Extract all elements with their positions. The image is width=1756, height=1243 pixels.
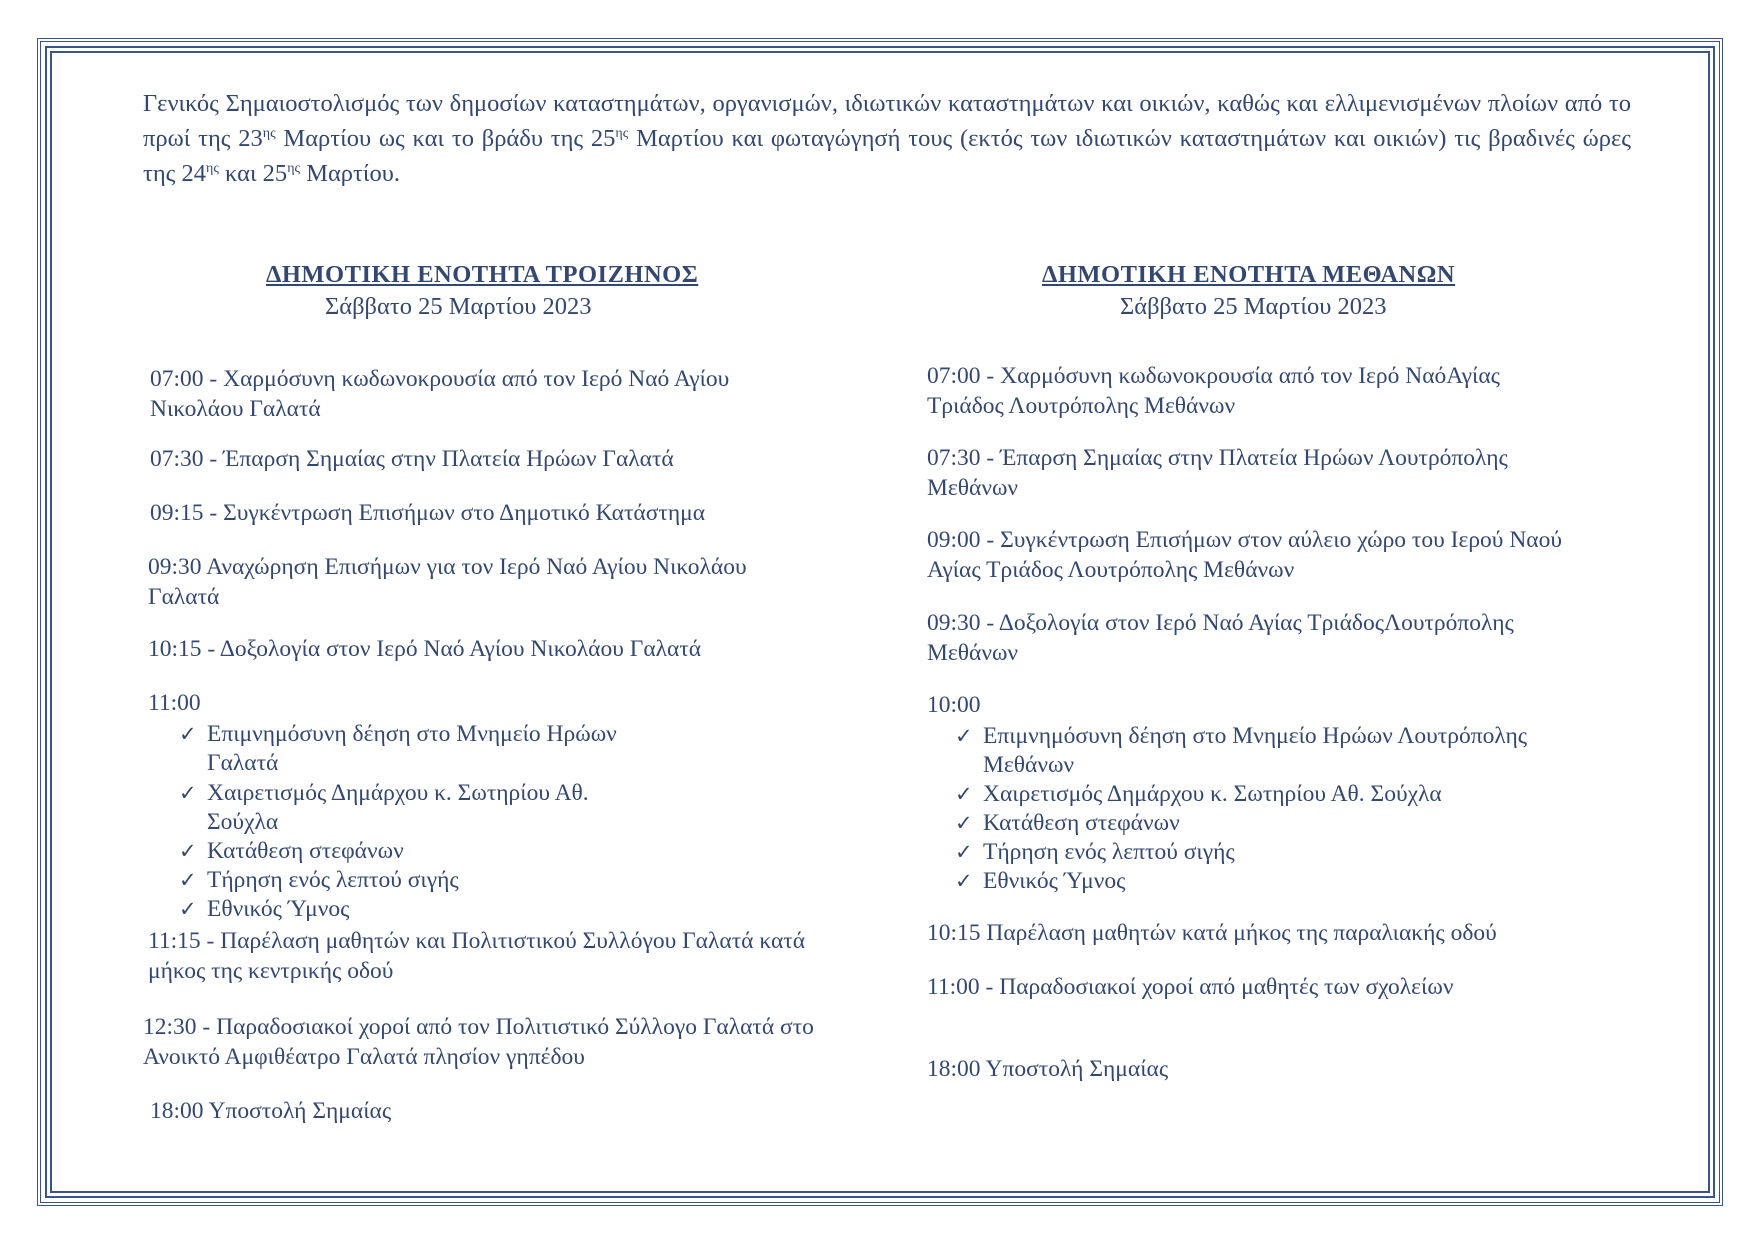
list-item: ✓ Εθνικός Ύμνος [179, 896, 350, 922]
check-icon: ✓ [179, 839, 197, 863]
check-icon: ✓ [955, 840, 973, 864]
schedule-entry: 11:00 [148, 690, 201, 716]
schedule-entry: 07:30 - Έπαρση Σημαίας στην Πλατεία Ηρώων Γαλατά [150, 446, 674, 472]
check-icon: ✓ [955, 811, 973, 835]
schedule-entry: 09:00 - Συγκέντρωση Επισήμων στον αύλειο χώρο του Ιερού Ναού Αγίας Τριάδος Λουτρόπολης Μεθάνων [927, 527, 1562, 583]
district-title-troizinos: ΔΗΜΟΤΙΚΗ ΕΝΟΤΗΤΑ ΤΡΟΙΖΗΝΟΣ [266, 261, 699, 288]
district-date-methana: Σάββατο 25 Μαρτίου 2023 [1120, 293, 1387, 320]
list-item: ✓ Κατάθεση στεφάνων [179, 838, 404, 864]
schedule-entry: 07:30 - Έπαρση Σημαίας στην Πλατεία Ηρώων Λουτρόπολης Μεθάνων [927, 445, 1508, 501]
schedule-entry: 10:15 - Δοξολογία στον Ιερό Ναό Αγίου Νικολάου Γαλατά [148, 636, 702, 662]
schedule-entry: 18:00 Υποστολή Σημαίας [150, 1098, 392, 1124]
schedule-entry: 12:30 - Παραδοσιακοί χοροί από τον Πολιτιστικό Σύλλογο Γαλατά στο Ανοικτό Αμφιθέατρο Γαλατά πλησίον γηπέδου [143, 1014, 814, 1070]
schedule-entry: 11:15 - Παρέλαση μαθητών και Πολιτιστικού Συλλόγου Γαλατά κατά μήκος της κεντρικής οδού [148, 928, 806, 984]
schedule-entry: 09:30 Αναχώρηση Επισήμων για τον Ιερό Ναό Αγίου Νικολάου Γαλατά [148, 554, 747, 610]
schedule-entry: 07:00 - Χαρμόσυνη κωδωνοκρουσία από τον Ιερό Ναό Αγίου Νικολάου Γαλατά [150, 366, 730, 422]
intro-paragraph: Γενικός Σημαιοστολισμός των δημοσίων καταστημάτων, οργανισμών, ιδιωτικών καταστημάτων και οικιών, καθώς και ελλιμενισμένων πλοίων από το πρωί της $23^{\eta\varsigma}$ Μαρτίου ως και το βράδυ της $25^{\eta\varsigma}$ Μαρτίου και φωταγώγησή τους (εκτός των ιδιωτικών καταστημάτων και οικιών) τις βραδινές ώρες της $24^{\eta\varsigma}$ και $25^{\eta\varsigma}$ Μαρτίου. [143, 90, 1631, 187]
list-item: ✓ Επιμνημόσυνη δέηση στο Μνημείο Ηρώων Λουτρόπολης Μεθάνων [955, 723, 1528, 778]
list-item: ✓ Χαιρετισμός Δημάρχου κ. Σωτηρίου Αθ. Σούχλα [955, 781, 1442, 807]
check-icon: ✓ [179, 897, 197, 921]
list-item: ✓ Εθνικός Ύμνος [955, 868, 1126, 894]
list-item: ✓ Τήρηση ενός λεπτού σιγής [955, 839, 1235, 865]
schedule-entry: 18:00 Υποστολή Σημαίας [927, 1056, 1169, 1082]
schedule-entry: 11:00 - Παραδοσιακοί χοροί από μαθητές των σχολείων [927, 974, 1454, 1000]
check-icon: ✓ [955, 869, 973, 893]
check-icon: ✓ [179, 868, 197, 892]
district-title-methana: ΔΗΜΟΤΙΚΗ ΕΝΟΤΗΤΑ ΜΕΘΑΝΩΝ [1042, 261, 1456, 288]
check-icon: ✓ [955, 782, 973, 806]
district-date-troizinos: Σάββατο 25 Μαρτίου 2023 [325, 293, 592, 320]
ceremony-checklist-troizinos [179, 720, 649, 924]
schedule-entry: 09:30 - Δοξολογία στον Ιερό Ναό Αγίας ΤριάδοςΛουτρόπολης Μεθάνων [927, 610, 1514, 666]
schedule-entry: 07:00 - Χαρμόσυνη κωδωνοκρουσία από τον Ιερό ΝαόΑγίας Τριάδος Λουτρόπολης Μεθάνων [927, 363, 1500, 419]
check-icon: ✓ [179, 781, 197, 805]
check-icon: ✓ [179, 722, 197, 746]
list-item: ✓ Κατάθεση στεφάνων [955, 810, 1180, 836]
ceremony-checklist-methana [955, 722, 1575, 896]
list-item: ✓ Χαιρετισμός Δημάρχου κ. Σωτηρίου Αθ. Σούχλα [179, 780, 589, 835]
list-item: ✓ Επιμνημόσυνη δέηση στο Μνημείο Ηρώων Γαλατά [179, 721, 617, 776]
schedule-entry: 10:00 [927, 692, 981, 718]
schedule-entry: 10:15 Παρέλαση μαθητών κατά μήκος της παραλιακής οδού [927, 920, 1497, 946]
schedule-entry: 09:15 - Συγκέντρωση Επισήμων στο Δημοτικό Κατάστημα [150, 500, 706, 526]
check-icon: ✓ [955, 724, 973, 748]
list-item: ✓ Τήρηση ενός λεπτού σιγής [179, 867, 459, 893]
